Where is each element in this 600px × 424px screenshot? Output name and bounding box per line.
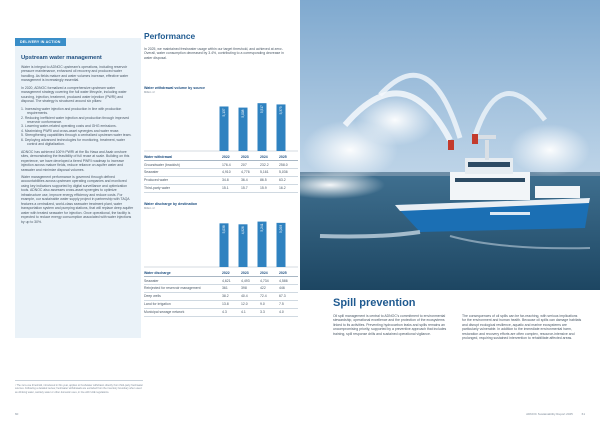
table-cell: 40.4 [241,292,260,300]
table-cell: 4.0 [279,308,298,316]
table-cell: 446 [279,285,298,293]
table-header: 2024 [260,153,279,161]
bar-value-label: 5,373 [278,106,283,115]
upstream-para-1: Water is integral to ADNOC upstream's operations, including reservoir pressure maintenance, enhanced oil recovery and produced water handling. As fields mature and water volumes increase, effective water management is increasingly essential. [21,65,129,83]
table-cell: 232.2 [260,161,279,169]
bar-value-label: 5,093 [278,224,283,233]
pillar-item: 3. Lowering water-related operating costs and GHG emissions. [21,124,117,129]
table-cell: Land for irrigation [144,300,222,308]
table-cell: 422 [260,285,279,293]
table-cell: 12.0 [241,300,260,308]
chart-title: Water discharge by destination [144,202,198,206]
footer-right [526,412,585,416]
table-row [144,277,298,285]
table-row [144,176,298,184]
table-cell: Deep wells [144,292,222,300]
pillar-item: 4. Maximizing PWRI and cross-asset synergies and water reuse. [21,128,120,133]
table-cell: 36.4 [241,176,260,184]
table-cell: 16.2 [279,184,298,192]
performance-title: Performance [144,31,196,41]
footnote: ¹ The zero-use threshold, introduced in this year, applies to freshwater withdrawn directly from third-party freshwater sources. Following a detailed review, freshwater withdrawals are excluded from the inventory boundary when used as drinking water, sanitary water or other domestic uses, in line with UAE regulations. [15,380,143,394]
chart-unit: Million m³ [144,207,156,210]
table-cell: 13.8 [222,300,241,308]
upstream-para-2: In 2020, ADNOC formalized a comprehensive upstream water management strategy covering the full water lifecycle, including water sourcing, injection, treatment, produced water injection (PWRI) and disposal. The strategy is structured around six pillars: [21,85,127,104]
table-cell: 4.3 [222,308,241,316]
table-row [144,300,298,308]
table-cell: 15.1 [222,184,241,192]
pillar-item: 2. Reducing inefficient water injection and production through improved reservoir conformance. [21,115,130,124]
page-number-right: 61 [581,412,585,416]
performance-intro: In 2025, we maintained freshwater usage within our target threshold, and achieved at zero¹. Overall, water consumption decreased by 3.4%, contributing to a corresponding decrease in water disposal. [144,47,284,60]
discharge-table [144,269,298,317]
table-cell: 398 [241,285,260,293]
pillar-item: 1. Increasing water injection and production in line with production requirements. [21,106,122,116]
chart-title: Water withdrawal volume by source [144,86,205,90]
table-cell: Municipal sewage network [144,308,222,316]
table-cell: Produced water [144,176,222,184]
table-cell: 4.1 [241,308,260,316]
pillars-list [21,107,135,147]
table-cell: 361 [222,285,241,293]
table-cell: 4,734 [260,277,279,285]
table-cell: 86.5 [260,176,279,184]
table-header: 2023 [241,153,260,161]
spill-text-col-1: Oil spill management is central to ADNOC's commitment to environmental stewardship, operational excellence and the protection of the ecosystems linked to its activities. Preventing hydrocarbon leaks and spills remains an uncompromising priority, supported by a preventive approach that includes training, spill response drills and sustained operational vigilance. [333,314,447,336]
table-cell: 72.4 [260,292,279,300]
upstream-para-3: ADNOC has achieved 100% PWRI at the Bu Hasa and Asab onshore sites, demonstrating the feasibility of full reuse at scale. Building on this experience, we have developed a tiered PWRI roadmap to increase injection across mature fields, reduce reliance on aquifer water and seawater and minimize disposal volumes. [21,149,130,172]
upstream-water-section [21,55,135,227]
table-cell: Reinjected for reservoir management [144,285,222,293]
table-cell: 4,621 [222,277,241,285]
table-cell: 4,586 [279,277,298,285]
table-cell: 4,776 [241,169,260,177]
table-cell: 38.2 [222,292,241,300]
table-row [144,161,298,169]
upstream-heading: Upstream water management [21,55,102,61]
pillar-item: 5. Strengthening capabilities through a centralized upstream water team. [21,133,132,138]
bar-value-label: 5,137 [221,108,226,117]
table-cell: 7.5 [279,300,298,308]
upstream-body [21,65,135,104]
fireboat-illustration [300,0,600,290]
table-cell: 34.8 [222,176,241,184]
table-header: Water discharge [144,269,222,277]
table-header-row [144,153,298,161]
spill-prevention-title: Spill prevention [333,297,416,309]
table-cell: 5,161 [260,169,279,177]
table-header: 2025 [279,269,298,277]
table-row [144,184,298,192]
chart-unit: Million m³ [144,91,156,94]
table-cell: 4,493 [241,277,260,285]
table-header: 2023 [241,269,260,277]
table-cell: Seawater [144,277,222,285]
discharge-bar-chart [144,211,298,269]
table-header: 2024 [260,269,279,277]
table-row [144,308,298,316]
table-cell: 5,036 [279,169,298,177]
fireboat-photo [300,0,600,290]
table-cell: 15.9 [260,184,279,192]
table-cell: Groundwater (brackish) [144,161,222,169]
bar-value-label: 5,038 [221,225,226,234]
table-row [144,169,298,177]
page-number-left: 60 [15,412,19,416]
table-cell: Third-party water [144,184,222,192]
table-cell: 258.0 [279,161,298,169]
withdrawal-table [144,153,298,193]
bar-value-label: 4,926 [240,226,245,235]
table-cell: Seawater [144,169,222,177]
upstream-para-4: Water management performance is governed through defined accountabilities across upstream operating companies and monitored using key indicators supported by digital surveillance and optimization tools. ADNOC also assesses cross-asset synergies to optimize infrastructure use, improve energy efficiency and reduce costs. For example, our sustainable water supply project in partnership with TAQA features a centralized, world-class seawater treatment plant, water transportation system and pumping stations, that will replace deep aquifer water with treated seawater for injection. Once operational, the facility is expected to reduce energy consumption associated with water injections by up to 30%. [21,174,134,224]
table-header: 2022 [222,153,241,161]
bar-value-label: 5,241 [259,223,264,232]
table-row [144,285,298,293]
table-cell: 4,910 [222,169,241,177]
table-header: Water withdrawal [144,153,222,161]
table-header: 2022 [222,269,241,277]
table-cell: 67.3 [279,292,298,300]
table-cell: 15.7 [241,184,260,192]
delivery-in-action-tag: DELIVERY IN ACTION [15,38,66,46]
upstream-body-cont [21,150,135,224]
table-cell: 207 [241,161,260,169]
table-cell: 176.4 [222,161,241,169]
table-cell: 3.3 [260,308,279,316]
table-cell: 63.2 [279,176,298,184]
withdrawal-chart-block [144,86,298,193]
bar-value-label: 5,008 [240,109,245,118]
table-header-row [144,269,298,277]
pillar-item: 6. Deploying advanced technologies for monitoring, treatment, water control and digitalization. [21,137,125,147]
table-row [144,292,298,300]
table-header: 2025 [279,153,298,161]
spill-text-col-2: The consequences of oil spills can be far-reaching, with serious implications for the environment and human health. Because oil spills can damage habitats and disrupt ecological resilience, aquatic and marine ecosystems are particularly vulnerable. In addition to the immediate environmental harm, restoration and recovery efforts are often complex, resource-intensive and prolonged, requiring sustained intervention to rehabilitate affected areas. [462,314,582,341]
bar-value-label: 5,517 [259,105,264,114]
table-cell: 9.0 [260,300,279,308]
withdrawal-bar-chart [144,95,298,153]
discharge-chart-block [144,202,298,317]
report-title: ADNOC Sustainability Report 2025 [526,412,573,416]
